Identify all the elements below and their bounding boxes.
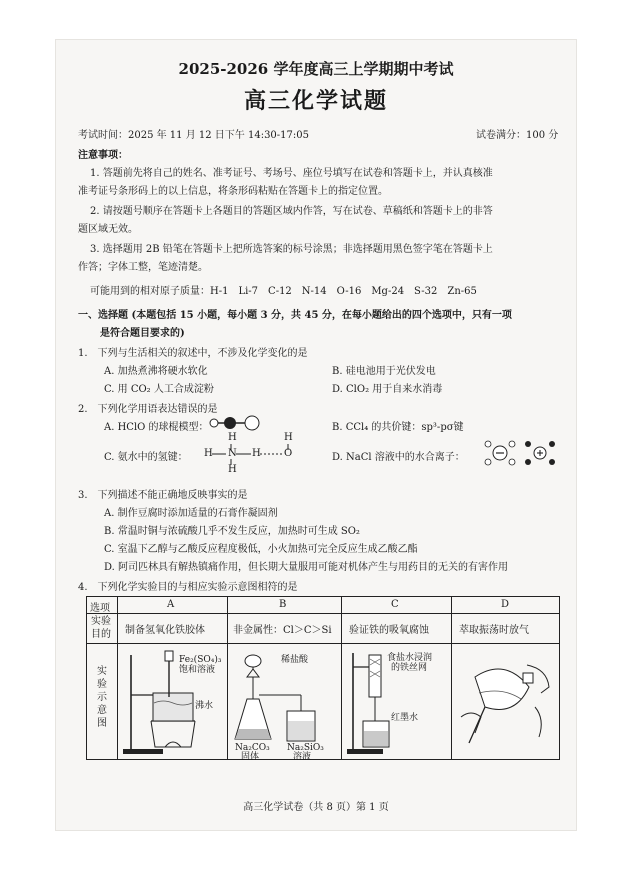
label-b-sol-1: Na₂SiO₃ (287, 743, 324, 753)
label-c-mesh-2: 的铁丝网 (391, 663, 428, 673)
full-score: 试卷满分：100 分 (476, 130, 559, 141)
section-1-heading-cont: 是符合题目要求的) (100, 328, 185, 339)
label-c-ink: 红墨水 (391, 713, 419, 723)
q2-option-d: D. NaCl 溶液中的水合离子： (332, 452, 465, 463)
label-b-solid-1: Na₂CO₃ (235, 743, 270, 753)
ammonia-hydrogen-bond-structure (196, 432, 306, 476)
q2-option-c: C. 氨水中的氢键： (104, 452, 188, 463)
q1-option-b: B. 硅电池用于光伏发电 (332, 366, 436, 377)
q2-option-b: B. CCl₄ 的共价键：sp³-pσ键 (332, 422, 464, 433)
header-diagram: 实验示意图 (97, 666, 107, 729)
hbond-h-top: H (228, 432, 237, 443)
q1-option-d: D. ClO₂ 用于自来水消毒 (332, 384, 443, 395)
exam-paper (56, 40, 576, 830)
q2-option-a: A. HClO 的球棍模型： (104, 422, 209, 433)
section-1-heading: 一、选择题 (本题包括 15 小题，每小题 3 分，共 45 分，在每小题给出的四个选项中，只有一项 (78, 310, 512, 321)
label-b-acid: 稀盐酸 (281, 655, 309, 665)
exam-subtitle: 高三化学试题 (243, 88, 388, 114)
hbond-h-bottom: H (228, 464, 237, 475)
label-a-reagent-1: Fe₂(SO₄)₃ (179, 655, 222, 665)
hbond-o: O (284, 448, 293, 459)
label-b-sol-2: 溶液 (293, 752, 312, 762)
header-option: 选项 (90, 603, 110, 614)
col-c-label: C (391, 599, 399, 610)
exam-time: 考试时间：2025 年 11 月 12 日下午 14:30-17:05 (78, 130, 309, 141)
q4-stem: 4. 下列化学实验目的与相应实验示意图相符的是 (78, 582, 298, 593)
exam-title: 2025-2026 学年度高三上学期期中考试 (178, 60, 454, 78)
q3-option-a: A. 制作豆腐时添加适量的石膏作凝固剂 (104, 508, 278, 519)
col-a-label: A (167, 599, 175, 610)
notice-item-2-cont: 题区域无效。 (78, 224, 138, 235)
header-purpose: 实验目的 (91, 616, 111, 640)
col-d-label: D (501, 599, 510, 610)
notice-item-1-cont: 准考证号条形码上的以上信息，将条形码粘贴在答题卡上的指定位置。 (78, 186, 388, 197)
q3-option-c: C. 室温下乙醇与乙酸反应程度极低，小火加热可完全反应生成乙酸乙酯 (104, 544, 418, 555)
purpose-b: 非金属性：Cl＞C＞Si (233, 625, 332, 636)
purpose-a: 制备氢氧化铁胶体 (125, 625, 205, 636)
notice-item-2: 2. 请按题号顺序在答题卡上各题目的答题区域内作答，写在试卷、草稿纸和答题卡上的非答 (90, 206, 493, 217)
notice-item-1: 1. 答题前先将自己的姓名、准考证号、考场号、座位号填写在试卷和答题卡上，并认真核准 (90, 168, 493, 179)
hbond-h-mid: H (252, 448, 261, 459)
col-b-label: B (279, 599, 287, 610)
q3-option-d: D. 阿司匹林具有解热镇痛作用，但长期大量服用可能对机体产生与用药目的无关的有害作用 (104, 562, 509, 573)
label-b-solid-2: 固体 (241, 752, 260, 762)
hbond-h-o-top: H (284, 432, 293, 443)
q1-option-c: C. 用 CO₂ 人工合成淀粉 (104, 384, 214, 395)
notice-heading: 注意事项： (78, 150, 128, 161)
diagram-d-apparatus (455, 647, 559, 757)
notice-item-3-cont: 作答；字体工整，笔迹清楚。 (78, 262, 208, 273)
hydrated-ions-icon (482, 436, 562, 470)
notice-item-3: 3. 选择题用 2B 铅笔在答题卡上把所选答案的标号涂黑；非选择题用黑色签字笔在答题卡上 (90, 244, 493, 255)
q3-stem: 3. 下列描述不能正确地反映事实的是 (78, 490, 248, 501)
q1-stem: 1. 下列与生活相关的叙述中，不涉及化学变化的是 (78, 348, 308, 359)
purpose-d: 萃取振荡时放气 (459, 625, 529, 636)
label-a-reagent-2: 饱和溶液 (179, 665, 216, 675)
purpose-c: 验证铁的吸氧腐蚀 (349, 625, 429, 636)
hbond-n: N (228, 448, 237, 459)
hbond-h-left: H (204, 448, 213, 459)
label-c-mesh-1: 食盐水浸润 (387, 653, 433, 663)
q1-option-a: A. 加热煮沸将硬水软化 (104, 366, 208, 377)
page-footer: 高三化学试卷（共 8 页）第 1 页 (243, 802, 389, 813)
label-a-water: 沸水 (195, 701, 214, 711)
atomic-masses: 可能用到的相对原子质量：H-1 Li-7 C-12 N-14 O-16 Mg-24 S-32 Zn-65 (90, 286, 477, 297)
hclo-ball-stick-model (208, 414, 264, 432)
q4-table (86, 596, 560, 760)
q2-stem: 2. 下列化学用语表达错误的是 (78, 404, 218, 415)
q3-option-b: B. 常温时铜与浓硫酸几乎不发生反应，加热时可生成 SO₂ (104, 526, 360, 537)
